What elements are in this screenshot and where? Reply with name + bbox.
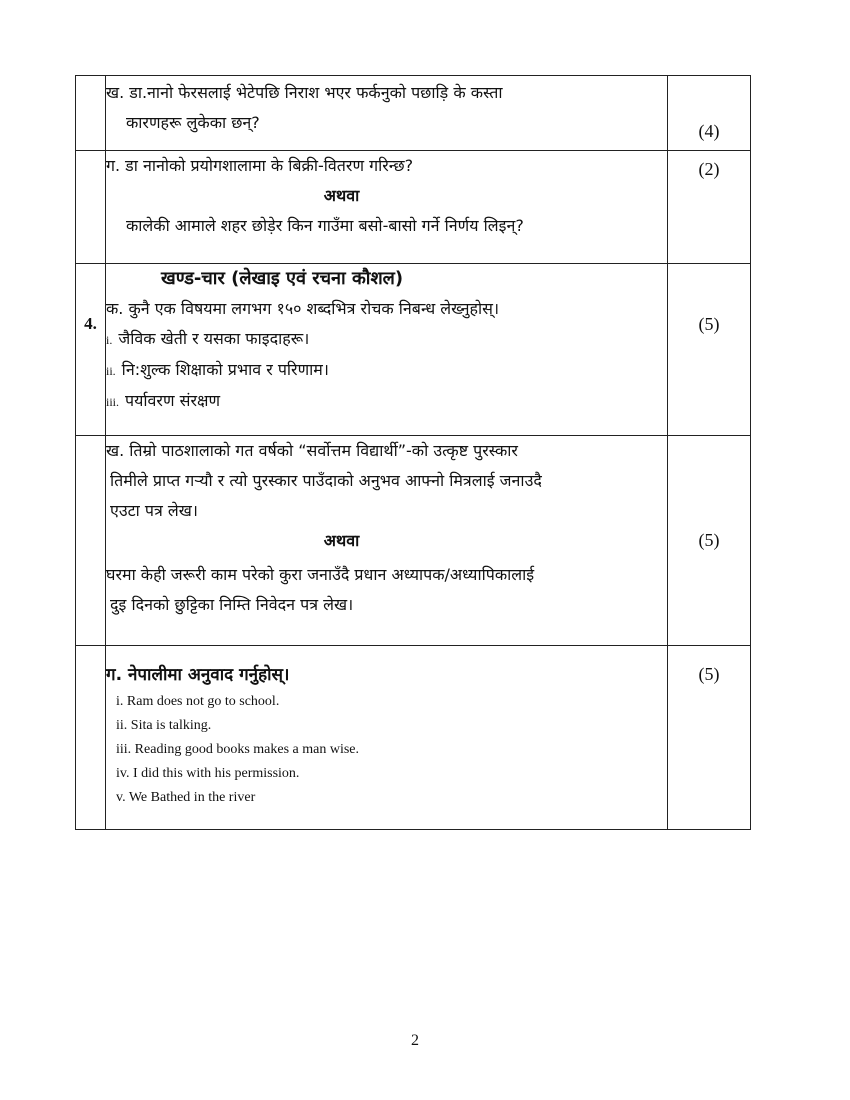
table-row	[76, 264, 751, 436]
option-text: पर्यावरण संरक्षण	[125, 391, 221, 410]
question-number	[76, 646, 106, 830]
sentence-text: Sita is talking.	[130, 718, 212, 733]
option-index: ii.	[106, 364, 116, 378]
sentence-index: i.	[116, 694, 124, 709]
question-text: ख. तिम्रो पाठशालाको गत वर्षको “सर्वोत्तम विद्यार्थी”-को उत्कृष्ट पुरस्कार	[106, 441, 518, 460]
question-body	[106, 76, 668, 151]
marks: (4)	[668, 76, 751, 151]
option-item	[106, 355, 667, 386]
question-body	[106, 264, 668, 436]
question-text: ग. डा नानोको प्रयोगशालामा के बिक्री-वितरण गरिन्छ?	[106, 156, 414, 175]
sentence-index: iv.	[116, 766, 130, 781]
question-body	[106, 646, 668, 830]
sentence-text: Reading good books makes a man wise.	[134, 742, 360, 757]
alternative-question: दुइ दिनको छुट्टिका निम्ति निवेदन पत्र लेख।	[110, 595, 354, 614]
question-number	[76, 76, 106, 151]
question-body	[106, 436, 668, 646]
option-item	[106, 386, 667, 417]
option-index: i.	[106, 333, 113, 347]
table-row	[76, 76, 751, 151]
question-text: ग. नेपालीमा अनुवाद गर्नुहोस्।	[106, 665, 290, 685]
sentence-item	[106, 786, 667, 810]
table-row	[76, 151, 751, 264]
section-heading: खण्ड-चार (लेखाइ एवं रचना कौशल)	[161, 268, 404, 289]
sentence-item	[106, 690, 667, 714]
or-label: अथवा	[323, 186, 360, 205]
sentence-text: I did this with his permission.	[132, 766, 300, 781]
question-number	[76, 151, 106, 264]
question-text: क. कुनै एक विषयमा लगभग १५० शब्दभित्र रोचक निबन्ध लेख्नुहोस्।	[106, 299, 500, 318]
question-body	[106, 151, 668, 264]
option-item	[106, 324, 667, 355]
sentence-index: ii.	[116, 718, 128, 733]
alternative-question: घरमा केही जरूरी काम परेको कुरा जनाउँदै प्रधान अध्यापक/अध्यापिकालाई	[106, 565, 535, 584]
sentence-index: iii.	[116, 742, 132, 757]
marks: (5)	[668, 646, 751, 830]
marks: (5)	[668, 436, 751, 646]
sentence-text: We Bathed in the river	[128, 790, 256, 805]
sentence-item	[106, 762, 667, 786]
question-table	[75, 75, 751, 830]
sentence-text: Ram does not go to school.	[126, 694, 280, 709]
page-number: 2	[411, 1032, 419, 1049]
question-text: एउटा पत्र लेख।	[110, 501, 198, 520]
question-number	[76, 436, 106, 646]
table-row	[76, 646, 751, 830]
question-text: तिमीले प्राप्त गऱ्यौ र त्यो पुरस्कार पाउँदाको अनुभव आफ्नो मित्रलाई जनाउदै	[110, 471, 542, 490]
option-index: iii.	[106, 395, 120, 409]
question-text: ख. डा.नानो फेरसलाई भेटेपछि निराश भएर फर्कनुको पछाड़ि के कस्ता	[106, 83, 503, 102]
or-label: अथवा	[323, 531, 360, 550]
alternative-question: कालेकी आमाले शहर छोड़ेर किन गाउँमा बसो-बासो गर्ने निर्णय लिइन्?	[126, 216, 524, 235]
question-text: कारणहरू लुकेका छन्?	[126, 113, 260, 132]
sentence-item	[106, 714, 667, 738]
marks: (5)	[668, 264, 751, 436]
marks: (2)	[668, 151, 751, 264]
question-number: 4.	[76, 264, 106, 436]
option-text: जैविक खेती र यसका फाइदाहरू।	[118, 329, 310, 348]
sentence-item	[106, 738, 667, 762]
sentence-index: v.	[116, 790, 126, 805]
option-text: नि:शुल्क शिक्षाको प्रभाव र परिणाम।	[121, 360, 329, 379]
table-row	[76, 436, 751, 646]
